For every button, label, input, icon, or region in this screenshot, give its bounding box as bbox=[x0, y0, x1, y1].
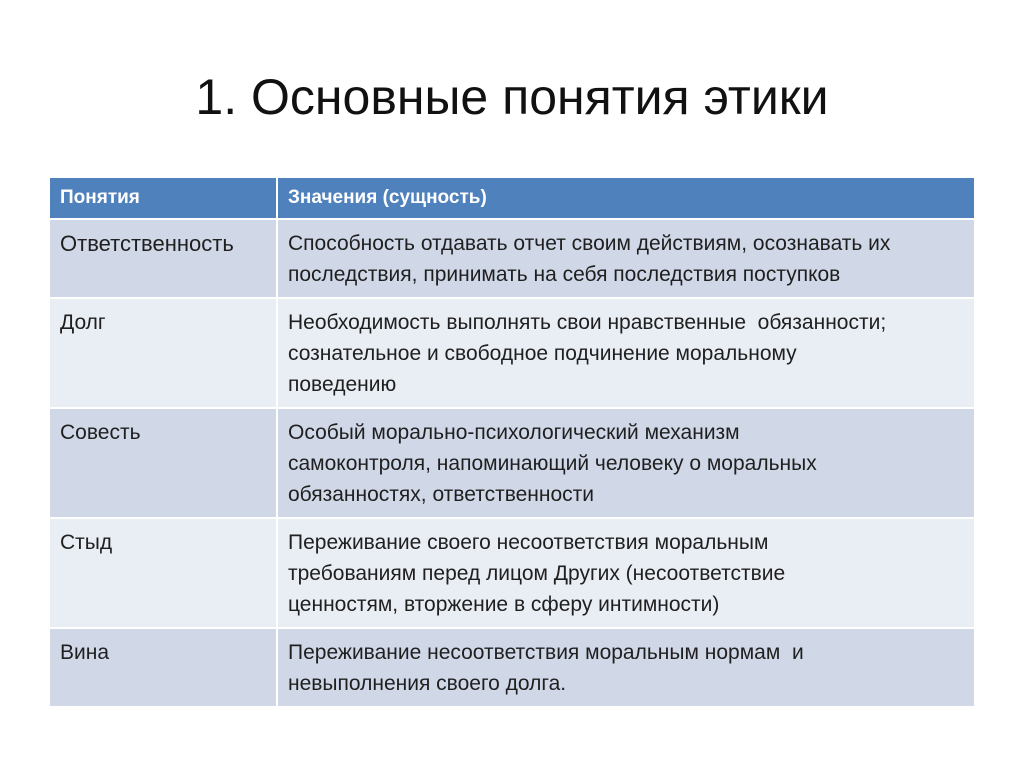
meaning-line: Особый морально-психологический механизм bbox=[288, 421, 740, 444]
concept-cell: Долг bbox=[50, 299, 276, 409]
meaning-line: поведению bbox=[288, 373, 397, 396]
meaning-line: невыполнения своего долга. bbox=[288, 672, 567, 695]
concept-cell: Совесть bbox=[50, 409, 276, 519]
table-row bbox=[50, 409, 974, 519]
meaning-line: Способность отдавать отчет своим действиям, осознавать их bbox=[288, 232, 891, 255]
concept-cell: Ответственность bbox=[50, 220, 276, 299]
meaning-line: обязанностях, ответственности bbox=[288, 483, 595, 506]
table-row bbox=[50, 299, 974, 409]
table-body bbox=[50, 220, 974, 708]
meaning-line: сознательное и свободное подчинение моральному bbox=[288, 342, 797, 365]
concept-cell: Вина bbox=[50, 629, 276, 708]
meaning-line: Переживание несоответствия моральным нормам и bbox=[288, 641, 804, 664]
header-concepts: Понятия bbox=[50, 178, 276, 220]
concepts-table bbox=[50, 178, 974, 708]
meaning-line: требованиям перед лицом Других (несоответствие bbox=[288, 562, 786, 585]
table-row bbox=[50, 519, 974, 629]
meaning-cell bbox=[276, 299, 974, 409]
concepts-table-container bbox=[50, 178, 974, 708]
meaning-line: Необходимость выполнять свои нравственные обязанности; bbox=[288, 311, 887, 334]
table-header-row bbox=[50, 178, 974, 220]
meaning-line: последствия, принимать на себя последствия поступков bbox=[288, 263, 841, 286]
table-row bbox=[50, 629, 974, 708]
meaning-cell bbox=[276, 519, 974, 629]
meaning-line: самоконтроля, напоминающий человеку о моральных bbox=[288, 452, 817, 475]
concept-cell: Стыд bbox=[50, 519, 276, 629]
meaning-cell bbox=[276, 629, 974, 708]
header-meanings: Значения (сущность) bbox=[276, 178, 974, 220]
meaning-line: ценностям, вторжение в сферу интимности) bbox=[288, 593, 720, 616]
meaning-cell bbox=[276, 409, 974, 519]
slide-title: 1. Основные понятия этики bbox=[195, 69, 829, 125]
meaning-cell bbox=[276, 220, 974, 299]
meaning-line: Переживание своего несоответствия моральным bbox=[288, 531, 769, 554]
table-row bbox=[50, 220, 974, 299]
